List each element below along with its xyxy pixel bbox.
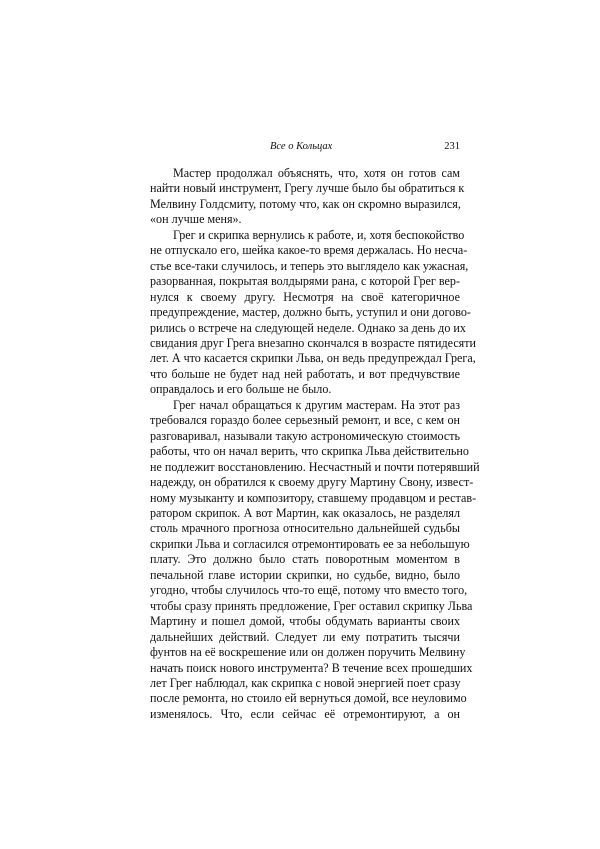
text-line: столь мрачного прогноза относительно дальнейшей судьбы [150,521,460,536]
text-line: после ремонта, но стоило ей вернуться домой, все неуловимо [150,691,467,706]
text-line: чтобы сразу принять предложение, Грег оставил скрипку Льва [150,598,473,613]
text-line: плату. Это должно было стать поворотным моментом в [150,552,460,567]
text-line: «он лучше меня». [150,212,242,227]
running-title: Все о Кольцах [270,141,333,152]
body-text [150,166,480,722]
text-line: угодно, чтобы случилось что-то ещё, потому что вместо того, [150,583,468,598]
text-line: не подлежит восстановлению. Несчастный и почти потерявший [150,459,480,474]
text-line: дальнейших действий. Следует ли ему потратить тысячи [150,629,460,644]
text-line: разговаривал, называли такую астрономическую стоимость [150,428,460,443]
text-line: Мастер продолжал объяснять, что, хотя он готов сам [173,166,460,180]
text-line: разорванная, покрытая волдырями рана, с которой Грег вер- [150,274,460,289]
text-line: лет. А что касается скрипки Льва, он ведь предупреждал Грега, [150,351,476,366]
paragraph-1 [150,166,465,228]
text-line: надежду, он обратился к своему другу Мартину Свону, извест- [150,475,474,490]
text-line: предупреждение, мастер, должно быть, уступил и они догово- [150,305,471,320]
text-line: оправдалось и его больше не было. [150,382,332,397]
text-line: Мелвину Голдсмиту, потому что, как он скромно выразился, [150,196,461,211]
text-line: ратором скрипок. А вот Мартин, как оказалось, не разделял [150,505,460,520]
text-line: работы, что он начал верить, что скрипка Льва действительно [150,444,469,459]
text-line: скрипки Льва и согласился отремонтировать ее за небольшую [150,536,470,551]
text-line: изменялось. Что, если сейчас её отремонтируют, а он [150,706,460,721]
text-line: требовался гораздо более серьезный ремонт, и все, с кем он [150,413,460,428]
page-number: 231 [444,141,460,152]
text-line: лет Грег наблюдал, как скрипка с новой энергией поет сразу [150,675,461,690]
text-line: что больше не будет над ней работать, и вот предчувствие [150,366,460,381]
text-line: нулся к своему другу. Несмотря на своё категоричное [150,289,460,304]
text-line: Грег и скрипка вернулись к работе, и, хотя беспокойство [173,227,465,242]
text-line: не отпускало его, шейка какое-то время держалась. Но несча- [150,243,468,258]
text-line: свидания друг Грега внезапно скончался в возрасте пятидесяти [150,335,477,350]
text-line: Мартину и пошел домой, чтобы обдумать варианты своих [150,614,460,629]
text-line: ному музыканту и композитору, ставшему продавцом и рестав- [150,490,477,505]
text-line: фунтов на её воскрешение или он должен поручить Мелвину [150,645,466,660]
paragraph-2 [150,227,477,398]
text-line: печальной главе истории скрипки, но судьбе, видно, было [150,567,460,582]
text-line: Грег начал обращаться к другим мастерам. На этот раз [173,397,460,412]
text-line: начать поиск нового инструмента? В течение всех прошедших [150,660,473,675]
page-header [150,141,460,155]
text-line: рились о встрече на следующей неделе. Однако за день до их [150,320,466,335]
text-line: найти новый инструмент, Грегу лучше было бы обратиться к [150,181,465,196]
text-line: стье все-таки случилось, и теперь это выглядело как ужасная, [150,258,469,273]
paragraph-3 [150,397,480,723]
